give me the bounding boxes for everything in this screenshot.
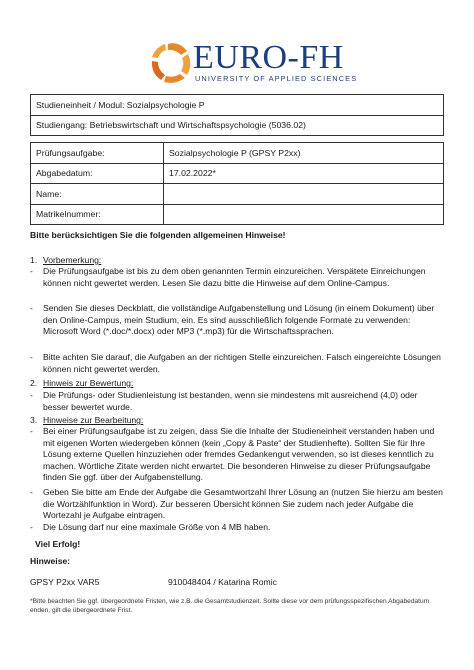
closing-text: Viel Erfolg! [35,539,81,549]
paragraph: Die Prüfungs- oder Studienleistung ist bestanden, wenn sie mindestens mit ausreichend (4,0) oder besser bewertet wurde. [43,390,418,412]
table-row [31,143,444,164]
paragraph: Die Lösung darf nur eine maximale Größe von 4 MB haben. [43,522,271,532]
paragraph: Die Prüfungsaufgabe ist bis zu dem oben genannten Termin einzureichen. Verspätete Einreichungen können nicht gewertet werden. Lesen Sie dazu bitte die Hinweise auf dem Online-Campus. [43,266,426,288]
due-date-value: 17.02.2022* [164,163,444,184]
bullet-dash: - [30,487,33,497]
exam-code: GPSY P2xx VAR5 [30,577,100,587]
student-id-label: Matrikelnummer: [31,204,164,225]
name-label: Name: [31,184,164,205]
bullet-dash: - [30,352,33,362]
euro-fh-emblem-icon [150,42,192,84]
student-id-field[interactable] [164,204,444,225]
table-row [31,115,444,136]
paragraph: Bei einer Prüfungsaufgabe ist zu zeigen, dass Sie die Inhalte der Studieneinheit verstanden haben und mit eigenen Worten wiedergeben können (kein „Copy & Paste“ der Studienhefte). Sollten Sie für Ihre Lösung externe Quellen hinzuziehen oder fremdes Gedankengut verwenden, so ist dieses kenntlich zu machen. Wörtliche Zitate werden nicht erwartet. Die besonderen Hinweise zu dieser Prüfungsaufgabe finden Sie ggf. über der Aufgabenstellung. [43,426,435,483]
euro-fh-logo [150,39,358,86]
table-row [31,163,444,184]
due-date-label: Abgabedatum: [31,163,164,184]
section-title-preliminary: Vorbemerkung: [43,255,102,265]
exam-details-table [30,142,444,225]
bullet-dash: - [30,303,33,313]
exam-label: Prüfungsaufgabe: [31,143,164,164]
footnote: *Bitte beachten Sie ggf. übergeordnete Fristen, wie z.B. die Gesamtstudienzeit. Sollte diese vor dem prüfungsspezifischen Abgabedatum enden, gilt die übergeordnete Frist. [30,598,430,614]
module-info-table [30,94,444,136]
section-title-processing: Hinweise zur Bearbeitung: [43,415,144,425]
bullet-dash: - [30,522,33,532]
exam-value: Sozialpsychologie P (GPSY P2xx) [164,143,444,164]
paragraph: Bitte achten Sie darauf, die Aufgaben an der richtigen Stelle einzureichen. Falsch eingereichte Lösungen können nicht gewertet werden. [43,352,441,374]
table-row [31,184,444,205]
paragraph: Senden Sie dieses Deckblatt, die vollständige Aufgabenstellung und Lösung (in einem Dokument) über den Online-Campus, mein Studium, ein. Es sind ausschließlich folgende Formate zu verwenden: Microsoft Word (*.doc/*.docx) oder MP3 (*.mp3) für die Wirtschaftssprachen. [43,303,435,337]
section-number: 2. [30,378,38,388]
student-reference: 910048404 / Katarina Romic [168,577,277,587]
bullet-dash: - [30,266,33,276]
footer-heading: Hinweise: [30,556,71,566]
module-cell: Studieneinheit / Modul: Sozialpsychologie P [31,95,444,116]
table-row [31,95,444,116]
name-field[interactable] [164,184,444,205]
table-row [31,204,444,225]
section-title-grading: Hinweis zur Bewertung: [43,378,134,388]
bullet-dash: - [30,426,33,436]
section-number: 1. [30,255,38,265]
program-cell: Studiengang: Betriebswirtschaft und Wirtschaftspsychologie (5036.02) [31,115,444,136]
notes-heading: Bitte berücksichtigen Sie die folgenden allgemeinen Hinweise! [30,230,286,240]
bullet-dash: - [30,390,33,400]
section-number: 3. [30,415,38,425]
logo-wordmark: EURO-FH [193,39,344,76]
paragraph: Geben Sie bitte am Ende der Aufgabe die Gesamtwortzahl Ihrer Lösung an (nutzen Sie hierzu am besten die Wortzählfunktion in Word). Zur besseren Übersicht können Sie zudem nach jeder Aufgabe die Wortezahl je Aufgabe eintragen. [43,487,443,521]
logo-subtitle: UNIVERSITY OF APPLIED SCIENCES [195,74,358,83]
